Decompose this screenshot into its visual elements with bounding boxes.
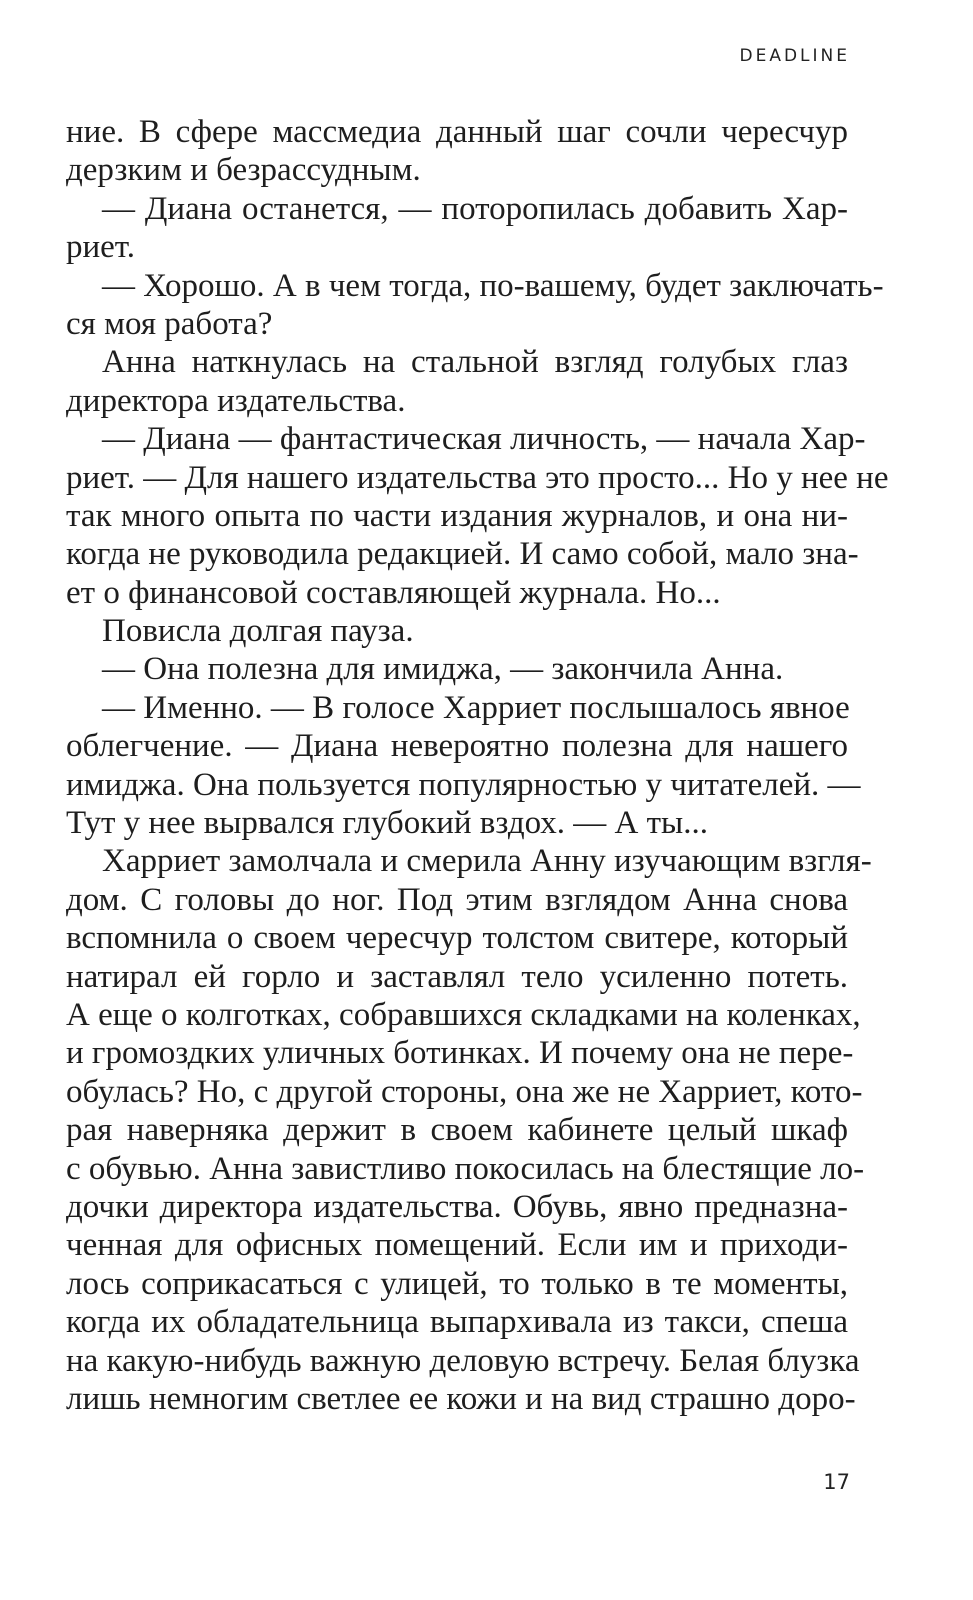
text-line: А еще о колготках, собравшихся складками на коленках,	[66, 996, 861, 1033]
text-line: Повисла долгая пауза.	[102, 613, 414, 650]
text-line: ет о финансовой составляющей журнала. Но...	[66, 574, 721, 611]
text-line: натирал ей горло и заставлял тело усиленно потеть.	[66, 958, 848, 995]
text-line: — Она полезна для имиджа, — закончила Анна.	[102, 651, 784, 688]
text-line: когда их обладательница выпархивала из такси, спеша	[66, 1304, 848, 1341]
text-line: дочки директора издательства. Обувь, явно предназна-	[66, 1188, 848, 1225]
text-line: ся моя работа?	[66, 305, 273, 342]
text-line: имиджа. Она пользуется популярностью у читателей. —	[66, 766, 861, 803]
text-line: Тут у нее вырвался глубокий вздох. — А ты...	[66, 805, 708, 842]
text-line: на какую-нибудь важную деловую встречу. Белая блузка	[66, 1342, 860, 1379]
text-line: — Хорошо. А в чем тогда, по-вашему, будет заключать-	[102, 267, 884, 304]
text-line: дом. С головы до ног. Под этим взглядом Анна снова	[66, 881, 848, 918]
text-line: облегчение. — Диана невероятно полезна для нашего	[66, 728, 848, 765]
text-line: вспомнила о своем чересчур толстом свитере, который	[66, 920, 848, 957]
page-number: 17	[823, 1470, 850, 1494]
text-line: — Именно. — В голосе Харриет послышалось явное	[102, 689, 850, 726]
text-line: обулась? Но, с другой стороны, она же не Харриет, кото-	[66, 1073, 863, 1110]
text-line: Харриет замолчала и смерила Анну изучающим взгля-	[102, 843, 872, 880]
text-line: ние. В сфере массмедиа данный шаг сочли чересчур	[66, 114, 848, 150]
text-line: дерзким и безрассудным.	[66, 152, 421, 189]
text-line: директора издательства.	[66, 382, 406, 419]
text-line: — Диана — фантастическая личность, — начала Хар-	[102, 421, 866, 458]
text-line: ченная для офисных помещений. Если им и приходи-	[66, 1227, 848, 1264]
text-line: риет.	[66, 229, 135, 266]
running-head: DEADLINE	[739, 46, 850, 66]
text-line: риет. — Для нашего издательства это просто... Но у нее не	[66, 459, 889, 496]
body-text	[66, 113, 889, 1418]
text-line: рая наверняка держит в своем кабинете целый шкаф	[66, 1112, 848, 1149]
text-line: когда не руководила редакцией. И само собой, мало зна-	[66, 536, 859, 573]
text-line: — Диана останется, — поторопилась добавить Хар-	[102, 190, 848, 227]
text-line: с обувью. Анна завистливо покосилась на блестящие ло-	[66, 1150, 865, 1187]
text-line: так много опыта по части издания журналов, и она ни-	[66, 497, 848, 534]
text-line: и громоздких уличных ботинках. И почему она не пере-	[66, 1035, 854, 1072]
text-line: лось соприкасаться с улицей, то только в те моменты,	[66, 1265, 848, 1302]
text-line: Анна наткнулась на стальной взгляд голубых глаз	[102, 344, 848, 381]
text-line: лишь немногим светлее ее кожи и на вид страшно доро-	[66, 1380, 856, 1417]
